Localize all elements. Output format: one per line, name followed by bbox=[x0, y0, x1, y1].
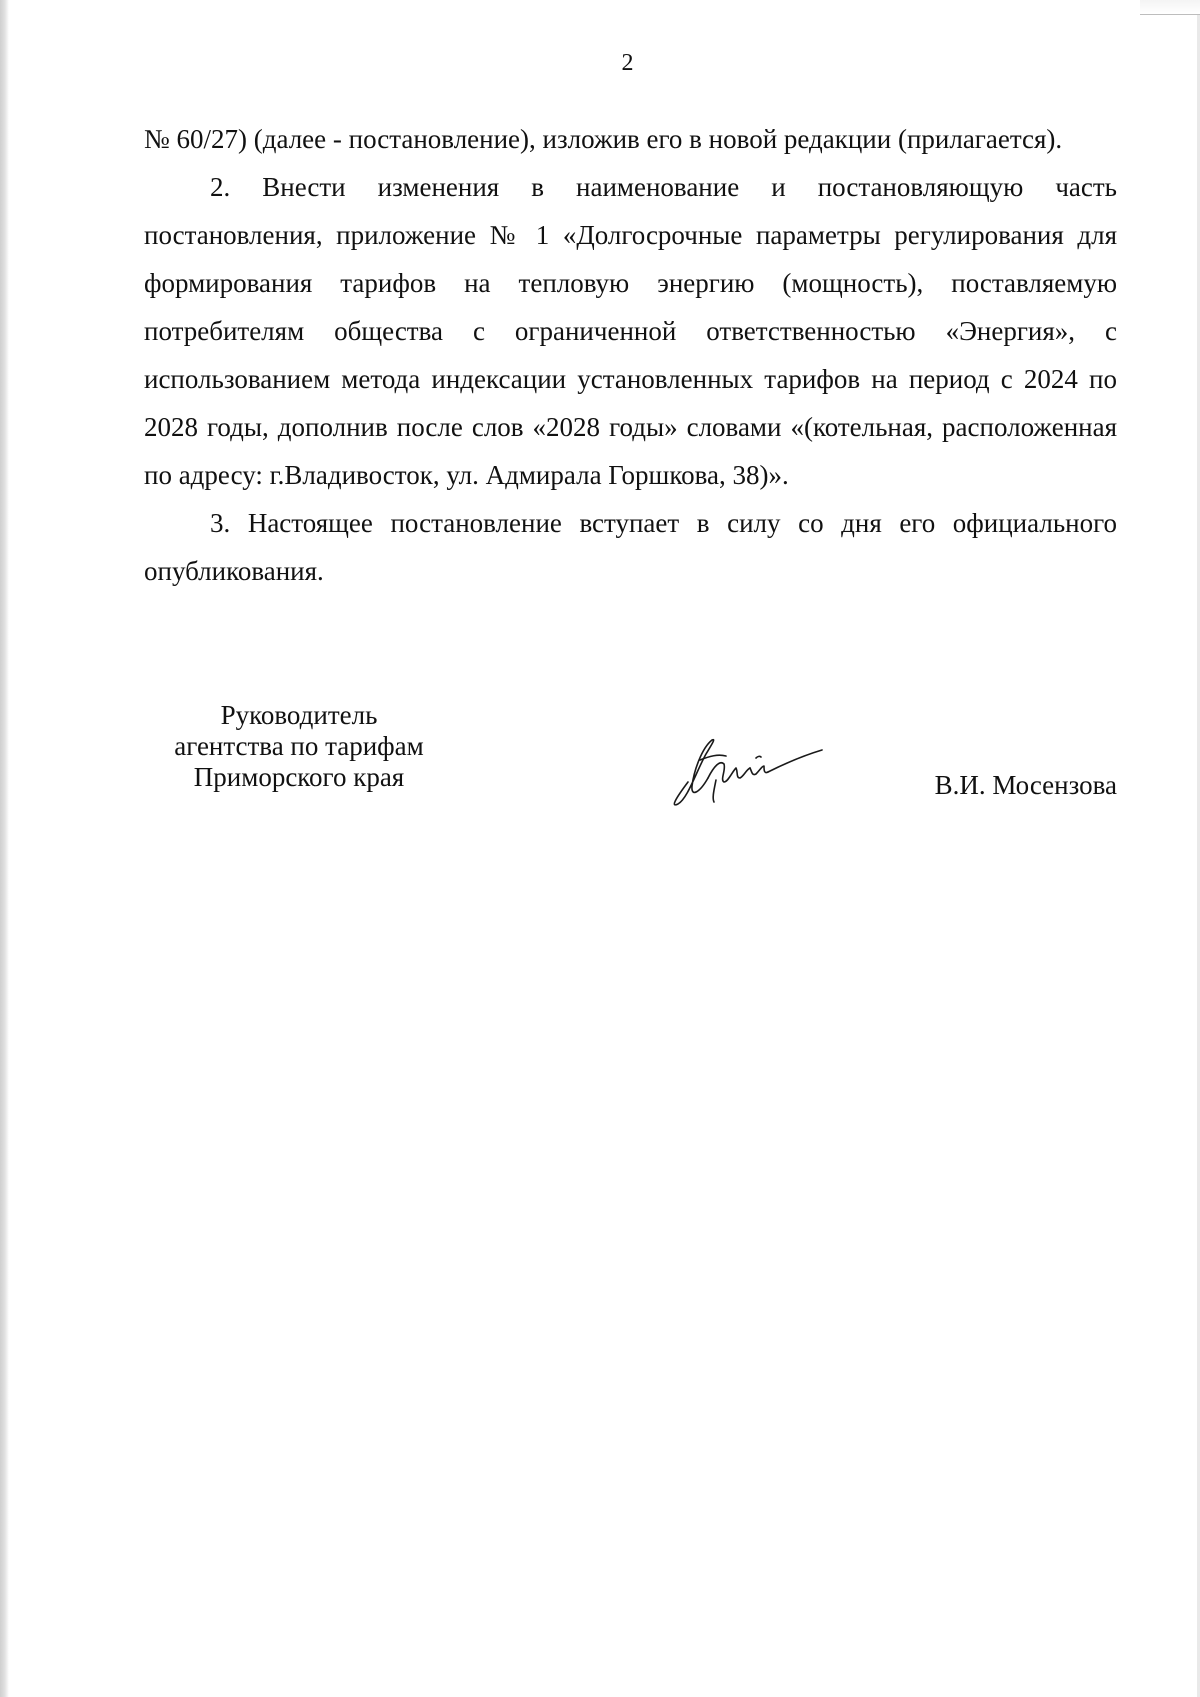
signer-position-line-1: Руководитель bbox=[220, 700, 378, 730]
paragraph-item-2: 2. Внести изменения в наименование и постановляющую часть постановления, приложение № 1 «Долгосрочные параметры регулирования для формирования тарифов на тепловую энергию (мощность), поставляемую потребителям общества с ограниченной ответственностью «Энергия», с использованием метода индексации установленных тарифов на период с 2024 по 2028 годы, дополнив после слов «2028 годы» словами «(котельная, расположенная по адресу: г.Владивосток, ул. Адмирала Горшкова, 38)». bbox=[144, 172, 1117, 490]
paragraph-item-3: 3. Настоящее постановление вступает в силу со дня его официального опубликования. bbox=[144, 508, 1117, 586]
scan-edge-left bbox=[0, 0, 9, 1697]
signature-block bbox=[144, 700, 1117, 820]
signer-position bbox=[144, 700, 454, 793]
signer-position-line-2: агентства по тарифам bbox=[174, 731, 424, 761]
signer-position-line-3: Приморского края bbox=[193, 762, 405, 792]
handwritten-signature-icon bbox=[666, 720, 826, 810]
paragraph-continuation: № 60/27) (далее - постановление), изложив его в новой редакции (прилагается). bbox=[144, 124, 1063, 154]
signer-name: В.И. Мосензова bbox=[934, 770, 1117, 800]
scan-edge-top-right bbox=[1140, 0, 1200, 15]
page-number: 2 bbox=[621, 50, 634, 76]
document-body bbox=[144, 115, 1117, 595]
